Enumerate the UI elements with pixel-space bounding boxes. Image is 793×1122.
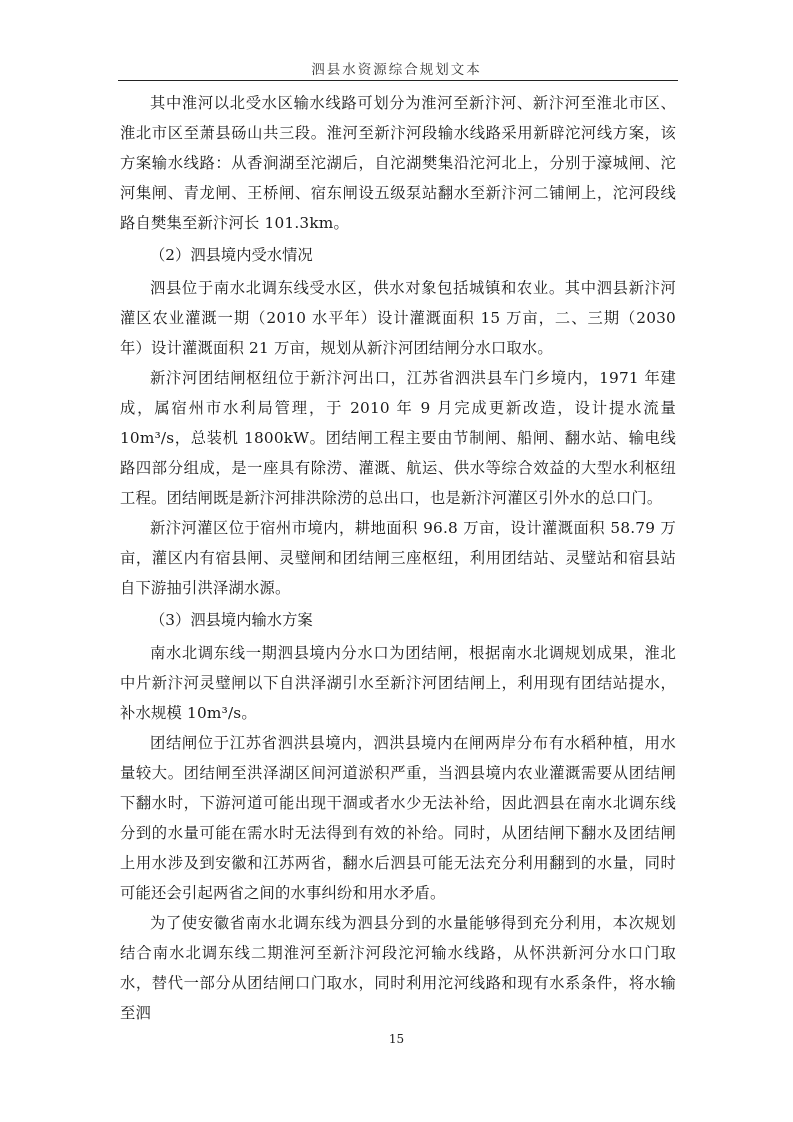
paragraph-6: 团结闸位于江苏省泗洪县境内，泗洪县境内在闸两岸分布有水稻种植，用水量较大。团结闸至洪泽湖区间河道淤积严重，当泗县境内农业灌溉需要从团结闸下翻水时，下游河道可能出现干涸或者水少无法补给，因此泗县在南水北调东线分到的水量可能在需水时无法得到有效的补给。同时，从团结闸下翻水及团结闸上用水涉及到安徽和江苏两省，翻水后泗县可能无法充分利用翻到的水量，同时可能还会引起两省之间的水事纠纷和用水矛盾。: [120, 734, 676, 902]
section-heading-3: （3）泗县境内输水方案: [150, 611, 313, 629]
header-rule: [118, 80, 678, 81]
page-number: 15: [388, 1032, 405, 1046]
document-body: [120, 88, 676, 1028]
paragraph-4: 新汴河灌区位于宿州市境内，耕地面积 96.8 万亩，设计灌溉面积 58.79 万亩，灌区内有宿县闸、灵璧闸和团结闸三座枢纽，利用团结站、灵璧站和宿县站自下游抽引洪泽湖水源。: [120, 519, 676, 597]
paragraph-7: 为了使安徽省南水北调东线为泗县分到的水量能够得到充分利用，本次规划结合南水北调东线二期淮河至新汴河段沱河输水线路，从怀洪新河分水口门取水，替代一部分从团结闸口门取水，同时利用沱河线路和现有水系条件，将水输至泗: [120, 914, 676, 1022]
section-heading-2: （2）泗县境内受水情况: [150, 246, 313, 264]
paragraph-3: 新汴河团结闸枢纽位于新汴河出口，江苏省泗洪县车门乡境内，1971 年建成，属宿州市水利局管理，于 2010 年 9 月完成更新改造，设计提水流量 10m³/s，总装机 1800kW。团结闸工程主要由节制闸、船闸、翻水站、输电线路四部分组成，是一座具有除涝、灌溉、航运、供水等综合效益的大型水利枢纽工程。团结闸既是新汴河排洪除涝的总出口，也是新汴河灌区引外水的总口门。: [120, 369, 676, 507]
paragraph-5: 南水北调东线一期泗县境内分水口为团结闸，根据南水北调规划成果，淮北中片新汴河灵璧闸以下自洪泽湖引水至新汴河团结闸上，利用现有团结站提水，补水规模 10m³/s。: [120, 644, 676, 722]
page-header: 泗县水资源综合规划文本: [311, 62, 482, 78]
paragraph-1: 其中淮河以北受水区输水线路可划分为淮河至新汴河、新汴河至淮北市区、淮北市区至萧县砀山共三段。淮河至新汴河段输水线路采用新辟沱河线方案，该方案输水线路：从香涧湖至沱湖后，自沱湖樊集沿沱河北上，分别于濠城闸、沱河集闸、青龙闸、王桥闸、宿东闸设五级泵站翻水至新汴河二铺闸上，沱河段线路自樊集至新汴河长 101.3km。: [120, 94, 676, 232]
paragraph-2: 泗县位于南水北调东线受水区，供水对象包括城镇和农业。其中泗县新汴河灌区农业灌溉一期（2010 水平年）设计灌溉面积 15 万亩，二、三期（2030 年）设计灌溉面积 21 万亩，规划从新汴河团结闸分水口取水。: [120, 279, 676, 357]
